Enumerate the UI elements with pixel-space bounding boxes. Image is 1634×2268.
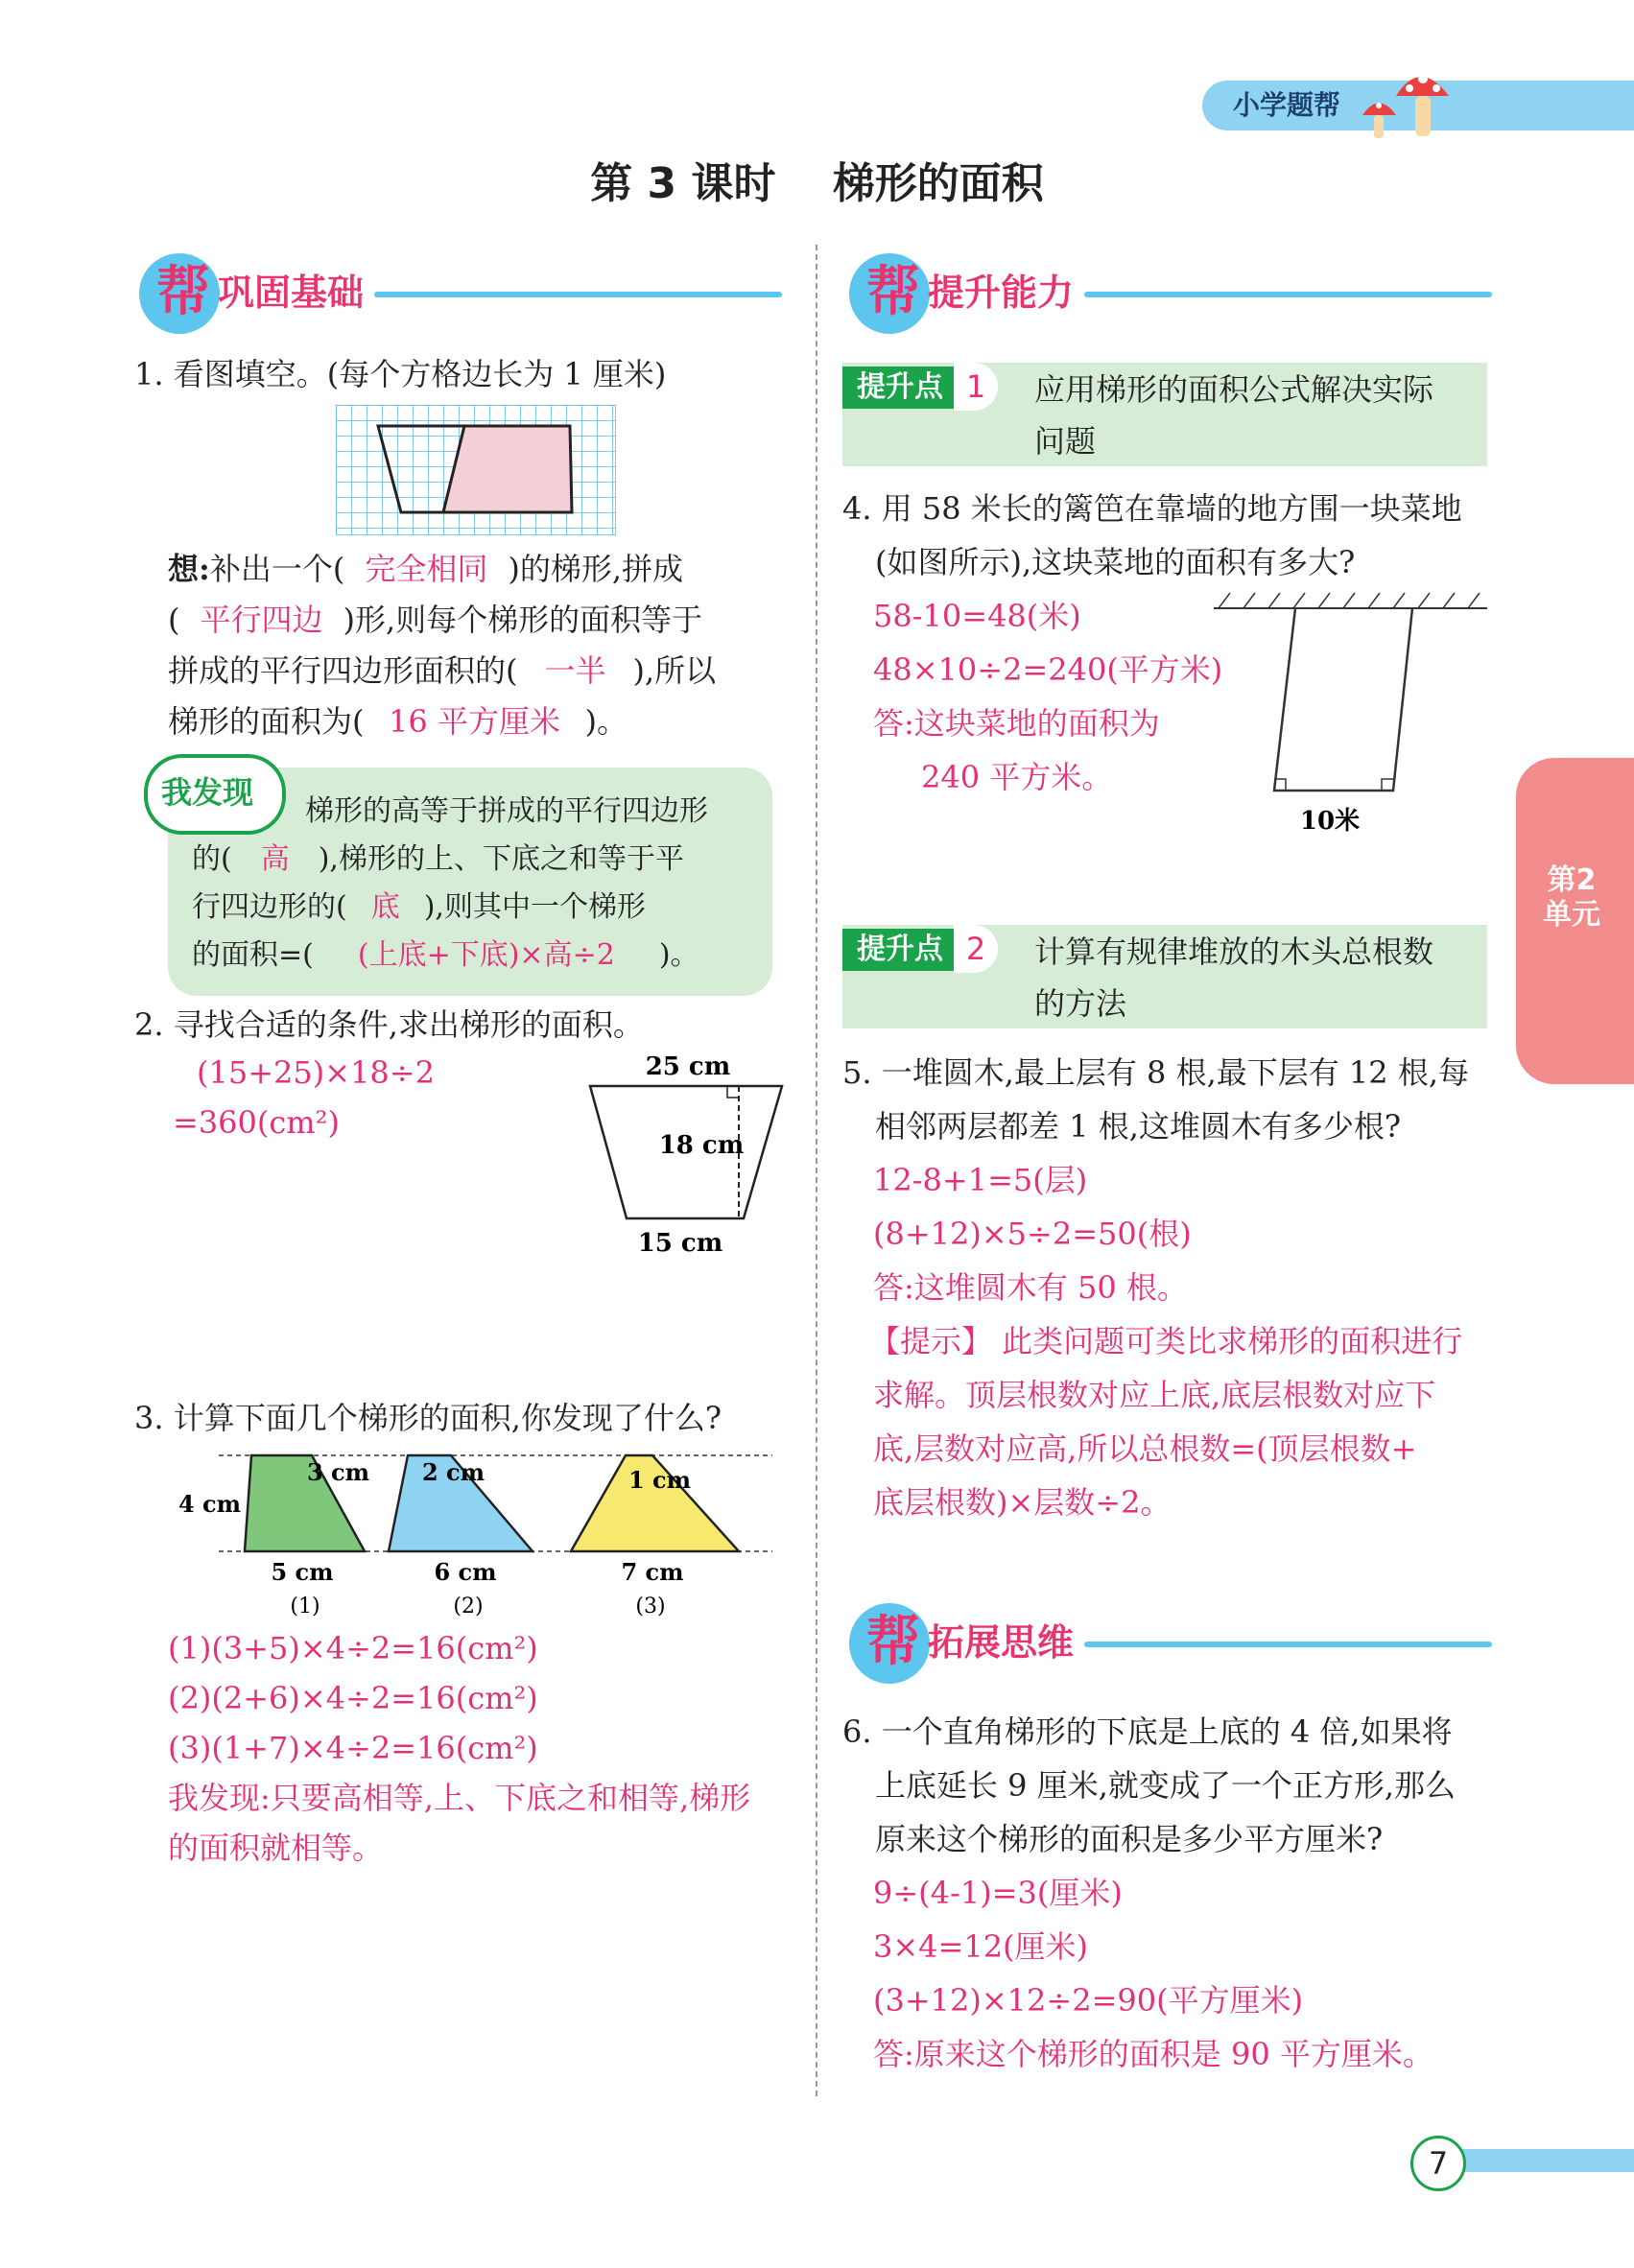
q4-answer4: 240 平方米。 [921,759,1113,795]
disc-line4 [192,929,699,982]
q3-s2-num: (2) [453,1595,484,1617]
q3-s3-num: (3) [635,1595,666,1617]
q3-answer2: (2)(2+6)×4÷2=16(cm²) [168,1680,538,1716]
q3-s3-top: 1 cm [628,1466,692,1494]
section-basics [139,248,782,334]
q3-s2-bottom: 6 cm [434,1558,497,1586]
text: 补出一个( [209,551,345,587]
point-number: 2 [954,925,998,973]
blank-answer: 平行四边 [200,602,323,638]
q4-answer3: 答:这块菜地的面积为 [873,705,1160,742]
q2-bottom-label: 15 cm [637,1229,723,1258]
q6-line3: 原来这个梯形的面积是多少平方厘米? [875,1821,1384,1857]
section-mark: 帮 [866,261,920,323]
q2-trapezoid-figure [580,1053,792,1264]
q5-hint1: 【提示】 此类问题可类比求梯形的面积进行 [869,1323,1463,1359]
section-improve [849,248,1492,334]
q1-line3 [168,644,716,697]
q1-line2 [168,593,702,647]
q2-stem: 2. 寻找合适的条件,求出梯形的面积。 [134,1006,644,1043]
blank-answer: (上底+下底)×高÷2 [357,938,615,972]
q1-line4 [168,695,628,748]
text: )。 [658,938,699,972]
q3-s1-bottom: 5 cm [271,1558,334,1586]
section-name: 拓展思维 [928,1621,1075,1664]
q3-answer4: 我发现:只要高相等,上、下底之和相等,梯形 [168,1780,751,1816]
q5-line1: 5. 一堆圆木,最上层有 8 根,最下层有 12 根,每 [842,1054,1469,1091]
disc-line3 [192,881,646,934]
q1-line1 [168,542,683,596]
q3-answer3: (3)(1+7)×4÷2=16(cm²) [168,1730,538,1766]
text: 梯形的面积为( [168,703,365,740]
q4-answer2: 48×10÷2=240(平方米) [873,651,1223,688]
q6-line2: 上底延长 9 厘米,就变成了一个正方形,那么 [875,1767,1456,1804]
q5-answer2: (8+12)×5÷2=50(根) [873,1216,1192,1252]
q5-line2: 相邻两层都差 1 根,这堆圆木有多少根? [875,1108,1402,1145]
brand-name: 小学题帮 [1233,89,1341,121]
unit-label: 第2单元 [1543,863,1600,932]
q2-answer1: (15+25)×18÷2 [197,1054,435,1091]
q4-line1: 4. 用 58 米长的篱笆在靠墙的地方围一块菜地 [842,490,1462,527]
point2-box [842,925,1487,1028]
q3-s1-num: (1) [290,1595,320,1617]
q5-hint3: 底,层数对应高,所以总根数=(顶层根数+ [873,1430,1417,1467]
q5-answer1: 12-8+1=5(层) [873,1162,1088,1198]
q3-trapezoids-figure [173,1444,787,1617]
q5-hint4: 底层根数)×层数÷2。 [873,1484,1172,1521]
section-mark: 帮 [866,1611,920,1673]
point-tag: 提升点 [842,929,958,971]
q1-stem: 1. 看图填空。(每个方格边长为 1 厘米) [134,356,667,392]
q4-answer1: 58-10=48(米) [873,598,1081,634]
discovery-bubble [144,754,286,835]
point-text-line1: 应用梯形的面积公式解决实际 [1034,371,1434,408]
disc-line2 [192,833,684,886]
blank-answer: 完全相同 [365,551,488,587]
text: ),所以 [632,652,717,689]
think-label: 想: [168,551,210,587]
text: ),则其中一个梯形 [423,890,646,924]
section-name: 巩固基础 [218,272,365,314]
blank-answer: 16 平方厘米 [389,703,560,740]
point-text-line1: 计算有规律堆放的木头总根数 [1034,933,1434,970]
blank-answer: 高 [260,842,290,876]
q5-hint2: 求解。顶层根数对应上底,底层根数对应下 [873,1377,1436,1413]
page-title: 第 3 课时 梯形的面积 [590,159,1044,208]
text: 拼成的平行四边形面积的( [168,652,518,689]
q3-height-label: 4 cm [178,1490,242,1518]
q4-line2: (如图所示),这块菜地的面积有多大? [875,544,1356,580]
q6-line1: 6. 一个直角梯形的下底是上底的 4 倍,如果将 [842,1713,1453,1750]
section-expand [849,1597,1492,1684]
point-text-line2: 问题 [1034,423,1097,460]
q2-top-label: 25 cm [645,1053,731,1081]
q6-answer3: (3+12)×12÷2=90(平方厘米) [873,1982,1304,2019]
q3-answer5: 的面积就相等。 [168,1830,384,1866]
q1-grid-figure [336,405,616,535]
text: 的面积=( [192,938,314,972]
text: )的梯形,拼成 [508,551,683,587]
section-name: 提升能力 [928,272,1075,314]
text: ( [168,602,180,638]
text: )形,则每个梯形的面积等于 [343,602,703,638]
point-tag: 提升点 [842,366,958,409]
q4-bottom-label: 10米 [1299,807,1361,836]
blank-answer: 一半 [544,652,606,689]
section-mark: 帮 [156,261,210,323]
q6-answer1: 9÷(4-1)=3(厘米) [873,1875,1123,1911]
text: )。 [584,703,628,740]
q6-answer4: 答:原来这个梯形的面积是 90 平方厘米。 [873,2036,1433,2072]
q4-garden-figure [1209,585,1497,844]
section-line [1084,292,1492,297]
mushroom-icon [1348,58,1463,144]
unit-side-tab [1516,758,1634,1084]
q3-s2-top: 2 cm [422,1458,485,1486]
q6-answer2: 3×4=12(厘米) [873,1928,1089,1965]
text: ),梯形的上、下底之和等于平 [318,842,684,876]
section-line [1084,1642,1492,1647]
q2-height-label: 18 cm [658,1131,745,1160]
q3-answer1: (1)(3+5)×4÷2=16(cm²) [168,1630,538,1666]
q3-s3-bottom: 7 cm [621,1558,684,1586]
q2-answer2: =360(cm²) [173,1104,340,1141]
q3-s1-top: 3 cm [307,1458,370,1486]
point-text-line2: 的方法 [1034,985,1127,1022]
point-number: 1 [954,363,998,411]
text: 行四边形的( [192,890,347,924]
point1-box [842,363,1487,466]
q3-stem: 3. 计算下面几个梯形的面积,你发现了什么? [134,1400,722,1436]
disc-line1: 梯形的高等于拼成的平行四边形 [305,794,708,828]
q5-answer3: 答:这堆圆木有 50 根。 [873,1269,1188,1306]
discovery-label: 我发现 [161,774,254,811]
column-divider [816,245,817,2096]
page-number: 7 [1410,2136,1466,2191]
wall-hatching [1219,593,1480,608]
text: 的( [192,842,232,876]
blank-answer: 底 [370,890,400,924]
section-line [374,292,782,297]
